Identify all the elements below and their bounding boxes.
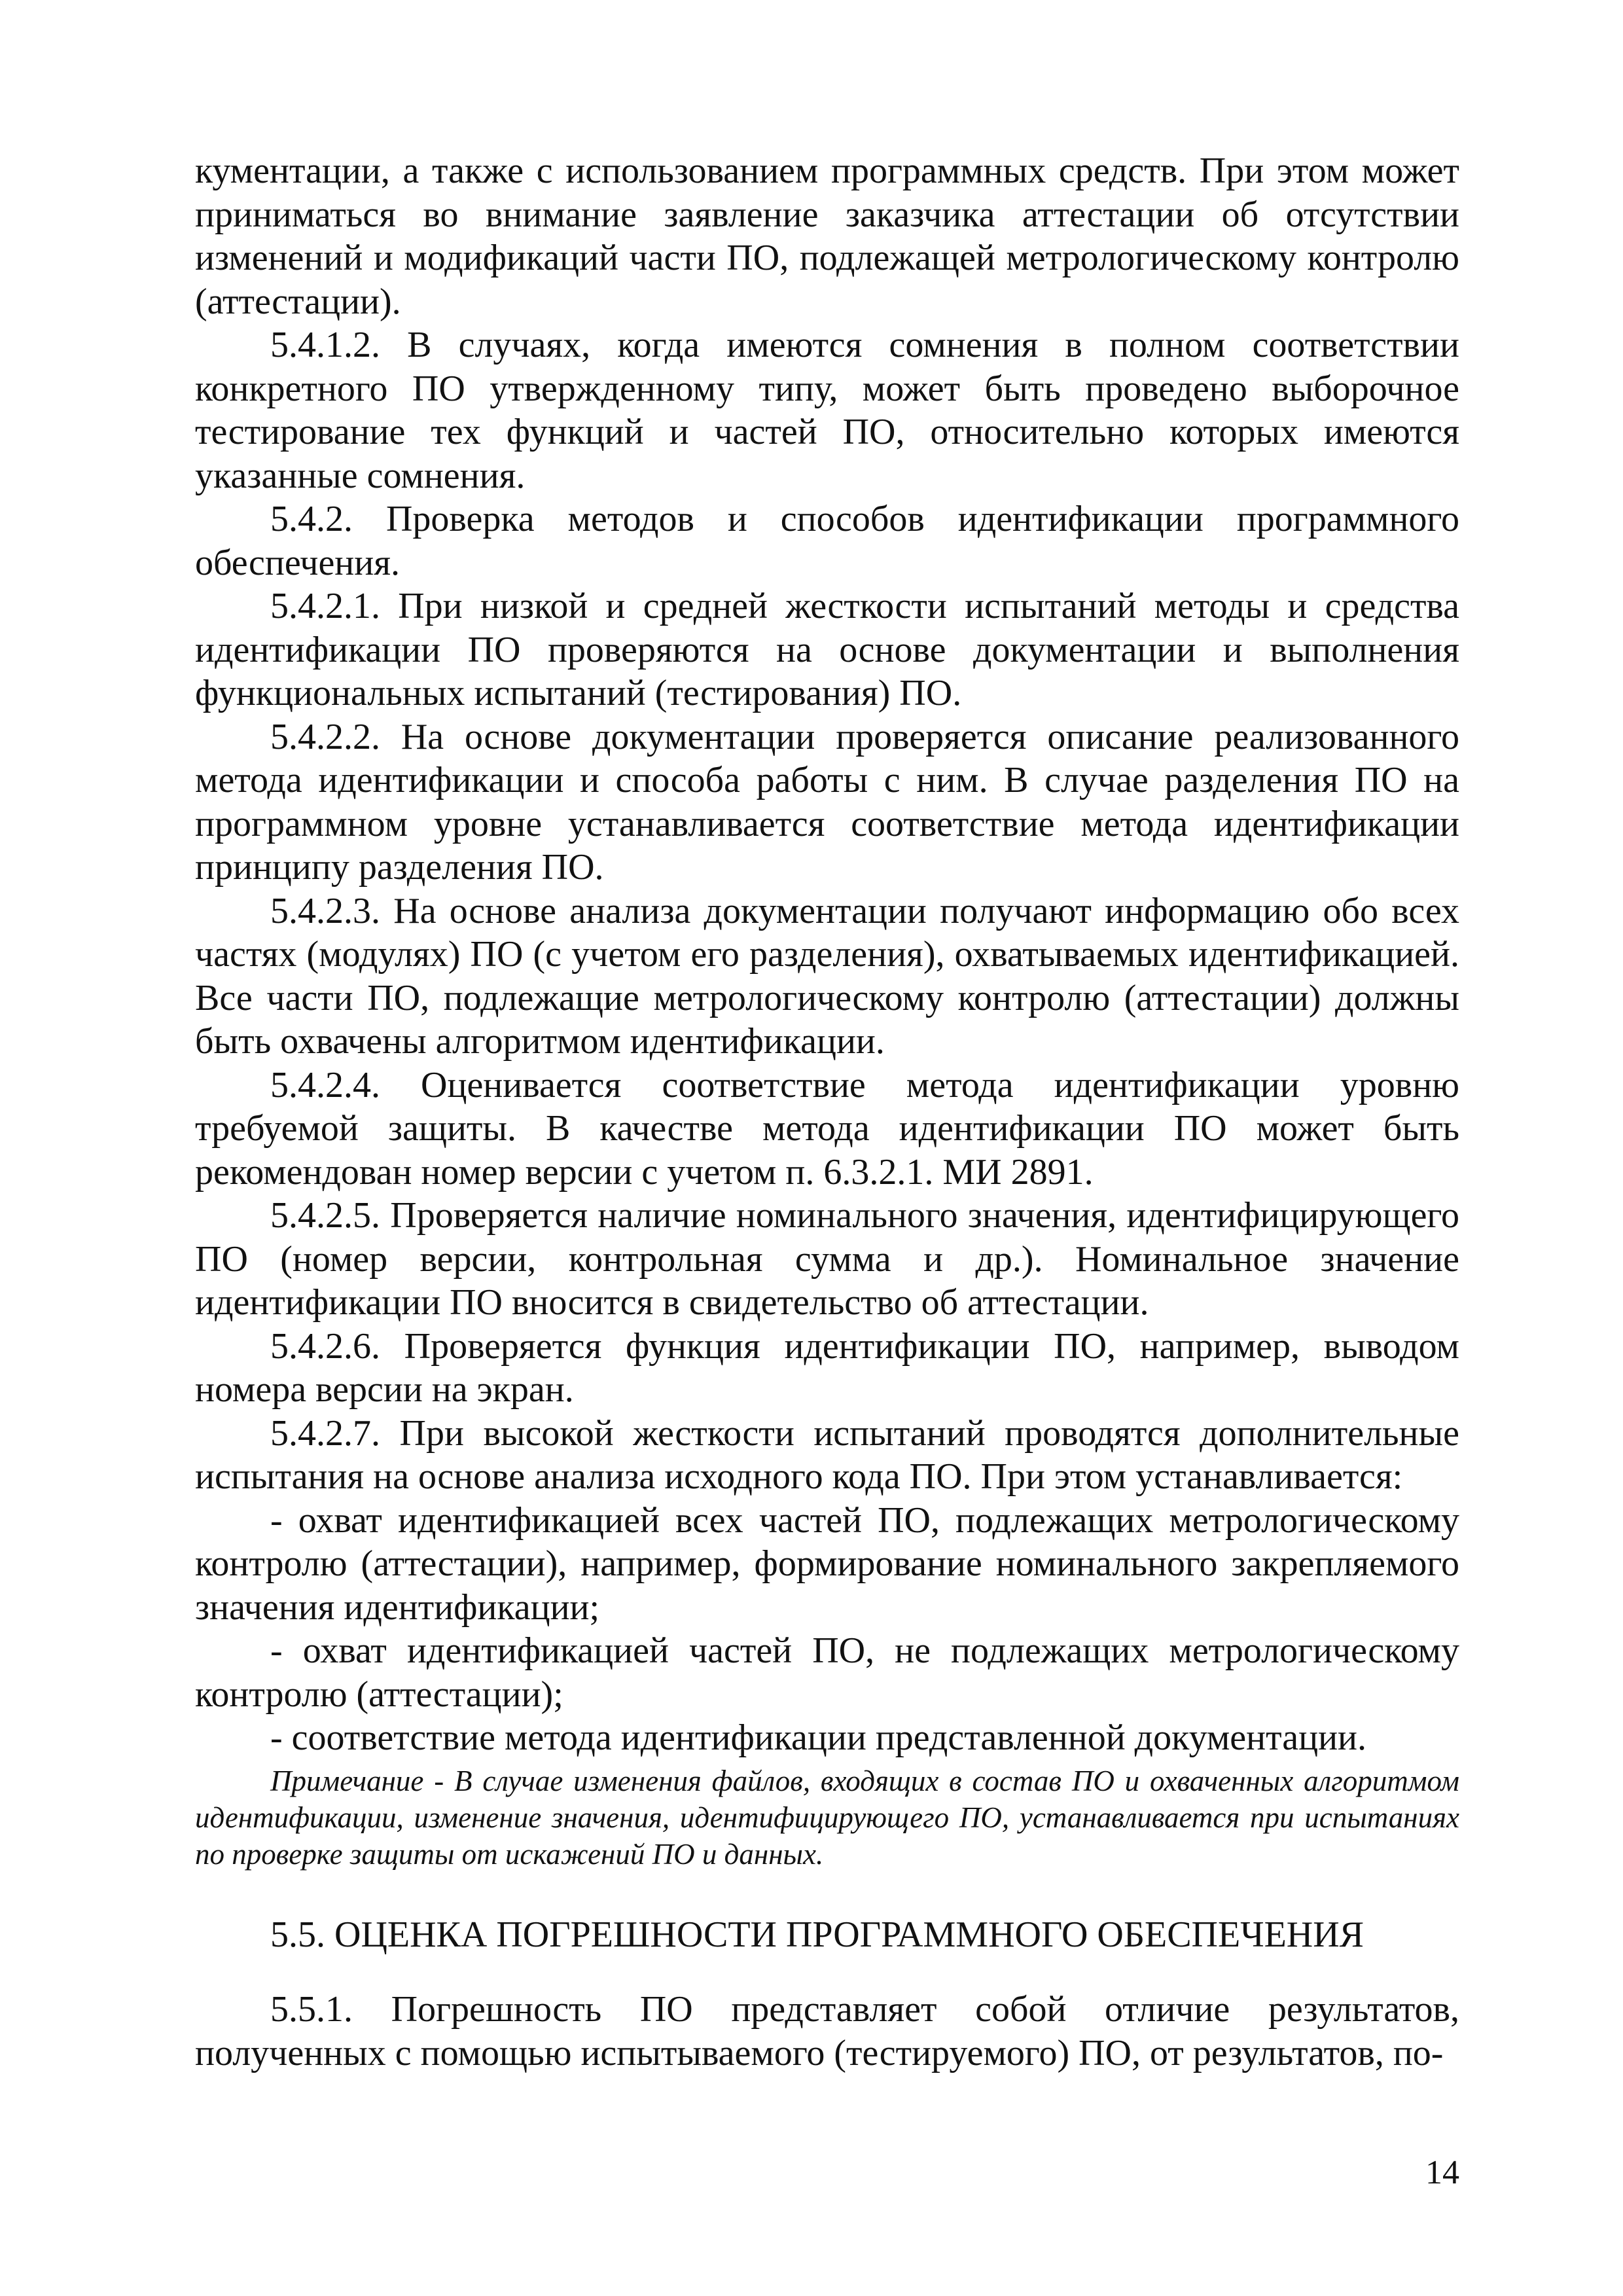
page-number: 14 <box>1425 2154 1459 2191</box>
section-heading-5-5: 5.5. ОЦЕНКА ПОГРЕШНОСТИ ПРОГРАММНОГО ОБЕСПЕЧЕНИЯ <box>270 1914 1364 1955</box>
page-body <box>195 149 1459 2075</box>
list-item-coverage-other-parts: - охват идентификацией частей ПО, не подлежащих метрологическому контролю (аттестации); <box>195 1630 1459 1715</box>
paragraph-continuation: кументации, а также с использованием программных средств. При этом может приниматься во внимание заявление заказчика аттестации об отсутствии изменений и модификаций части ПО, подлежащей метрологическому контролю (аттестации). <box>195 151 1459 322</box>
list-item-coverage-all-parts: - охват идентификацией всех частей ПО, подлежащих метрологическому контролю (аттестации), например, формирование номинального закрепляемого значения идентификации; <box>195 1499 1459 1628</box>
paragraph-5-4-2-2: 5.4.2.2. На основе документации проверяется описание реализованного метода идентификации и способа работы с ним. В случае разделения ПО на программном уровне устанавливается соответствие метода идентификации принципу разделения ПО. <box>195 716 1459 888</box>
paragraph-5-4-2-1: 5.4.2.1. При низкой и средней жесткости испытаний методы и средства идентификации ПО проверяются на основе документации и выполнения функциональных испытаний (тестирования) ПО. <box>195 586 1459 713</box>
paragraph-5-4-2-5: 5.4.2.5. Проверяется наличие номинального значения, идентифицирующего ПО (номер версии, контрольная сумма и др.). Номинальное значение идентификации ПО вносится в свидетельство об аттестации. <box>195 1195 1459 1323</box>
paragraph-5-4-2-7: 5.4.2.7. При высокой жесткости испытаний проводятся дополнительные испытания на основе анализа исходного кода ПО. При этом устанавливается: <box>195 1412 1459 1497</box>
note-paragraph: Примечание - В случае изменения файлов, входящих в состав ПО и охваченных алгоритмом идентификации, изменение значения, идентифицирующего ПО, устанавливается при испытаниях по проверке защиты от искажений ПО и данных. <box>195 1764 1459 1871</box>
paragraph-5-4-2: 5.4.2. Проверка методов и способов идентификации программного обеспечения. <box>195 499 1459 583</box>
paragraph-5-4-2-4: 5.4.2.4. Оценивается соответствие метода идентификации уровню требуемой защиты. В качестве метода идентификации ПО может быть рекомендован номер версии с учетом п. 6.3.2.1. МИ 2891. <box>195 1064 1459 1193</box>
paragraph-5-4-2-3: 5.4.2.3. На основе анализа документации получают информацию обо всех частях (модулях) ПО (с учетом его разделения), охватываемых идентификацией. Все части ПО, подлежащие метрологическому контролю (аттестации) должны быть охвачены алгоритмом идентификации. <box>195 890 1459 1062</box>
paragraph-5-5-1: 5.5.1. Погрешность ПО представляет собой отличие результатов, полученных с помощью испытываемого (тестируемого) ПО, от результатов, по- <box>195 1989 1459 2073</box>
paragraph-5-4-2-6: 5.4.2.6. Проверяется функция идентификации ПО, например, выводом номера версии на экран. <box>195 1325 1459 1410</box>
paragraph-5-4-1-2: 5.4.1.2. В случаях, когда имеются сомнения в полном соответствии конкретного ПО утвержденному типу, может быть проведено выборочное тестирование тех функций и частей ПО, относительно которых имеются указанные сомнения. <box>195 325 1459 496</box>
list-item-method-conformance: - соответствие метода идентификации представленной документации. <box>270 1717 1367 1758</box>
